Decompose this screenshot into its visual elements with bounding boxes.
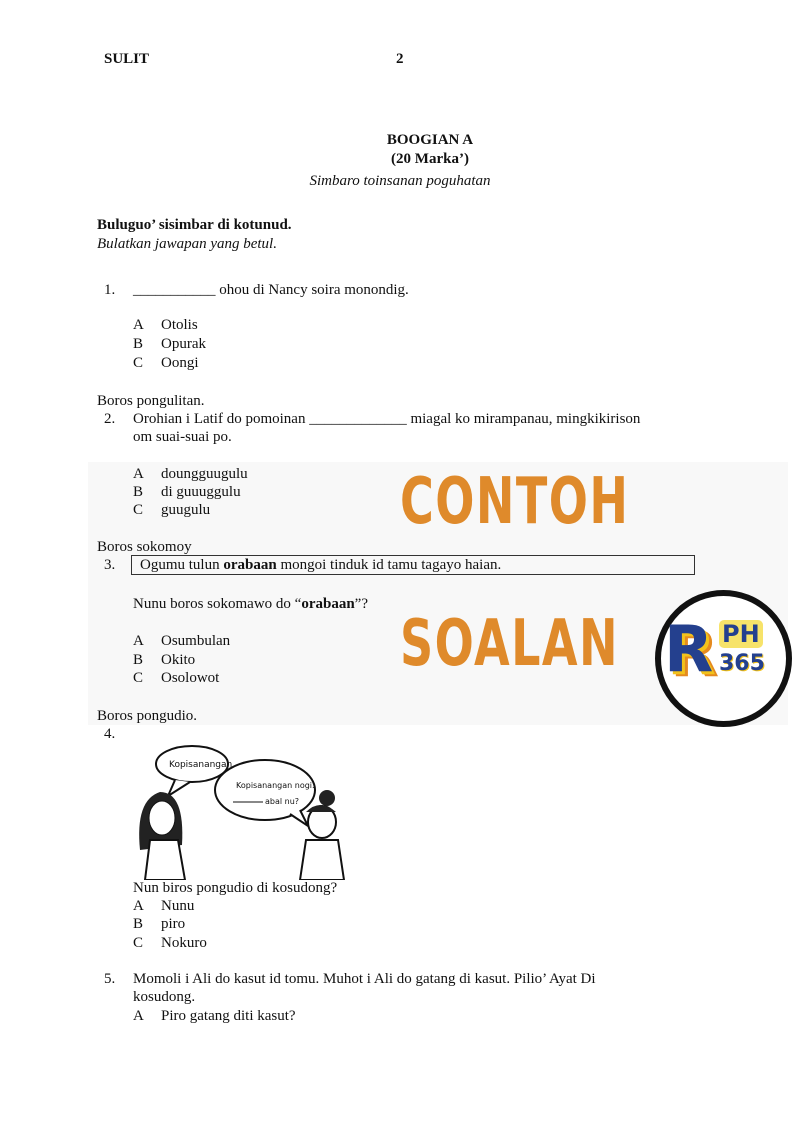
- watermark-text-line2: SOALAN: [400, 607, 620, 681]
- option-letter: A: [133, 1008, 144, 1024]
- option-text: doungguugulu: [161, 466, 248, 482]
- speech-bubble-2-line2: abal nu?: [265, 797, 300, 806]
- text: Ogumu tulun: [140, 557, 224, 573]
- question-text: Orohian i Latif do pomoinan _____________ miagal ko mirampanau, mingkikirison: [133, 411, 641, 427]
- option-text: Opurak: [161, 336, 206, 352]
- option-text: Piro gatang diti kasut?: [161, 1008, 296, 1024]
- option-c[interactable]: [133, 669, 219, 687]
- option-letter: C: [133, 502, 144, 518]
- question-number: 1.: [104, 282, 116, 298]
- option-text: Otolis: [161, 317, 198, 333]
- option-c[interactable]: [133, 354, 199, 372]
- dialogue-illustration: [130, 730, 350, 880]
- question-number: 5.: [104, 971, 116, 987]
- option-c[interactable]: [133, 501, 210, 519]
- option-text: guugulu: [161, 502, 211, 518]
- question-prompt: [133, 595, 368, 613]
- page-number: 2: [396, 51, 404, 67]
- question-text-cont: om suai-suai po.: [133, 429, 232, 445]
- question-category: Boros sokomoy: [97, 539, 192, 555]
- option-b[interactable]: [133, 651, 195, 669]
- option-text: Okito: [161, 652, 196, 668]
- bold-word: orabaan: [223, 557, 277, 573]
- option-a[interactable]: [133, 897, 194, 915]
- option-text: Oongi: [161, 355, 199, 371]
- header-sulit: SULIT: [104, 51, 150, 67]
- instruction-translation: Bulatkan jawapan yang betul.: [97, 236, 277, 252]
- option-letter: B: [133, 652, 144, 668]
- text: Nunu boros sokomawo do “: [133, 596, 302, 612]
- option-letter: A: [133, 466, 144, 482]
- section-subtitle: Simbaro toinsanan poguhatan: [309, 173, 491, 189]
- option-text: Nunu: [161, 898, 195, 914]
- speech-bubble-2-line1: Kopisanangan nogi.: [236, 781, 315, 790]
- option-a[interactable]: [133, 632, 230, 650]
- section-marks: (20 Marka’): [391, 151, 469, 167]
- option-b[interactable]: [133, 483, 241, 501]
- question-text: Momoli i Ali do kasut id tomu. Muhot i Ali do gatang di kasut. Pilio’ Ayat Di: [133, 971, 596, 987]
- question-category: Boros pongulitan.: [97, 393, 205, 409]
- option-c[interactable]: [133, 934, 207, 952]
- option-a[interactable]: [133, 316, 198, 334]
- question-text-cont: kosudong.: [133, 989, 196, 1005]
- question-number: 2.: [104, 411, 116, 427]
- watermark-logo-ph: PH: [719, 620, 763, 648]
- option-b[interactable]: [133, 335, 206, 353]
- option-letter: C: [133, 355, 144, 371]
- option-text: di guuuggulu: [161, 484, 241, 500]
- question-text: Nun biros pongudio di kosudong?: [133, 880, 338, 896]
- text: mongoi tinduk id tamu tagayo haian.: [276, 557, 502, 573]
- option-letter: B: [133, 916, 144, 932]
- watermark-logo-365: 365: [719, 651, 765, 676]
- option-text: Nokuro: [161, 935, 207, 951]
- option-a[interactable]: [133, 1007, 296, 1025]
- option-a[interactable]: [133, 465, 248, 483]
- text: ”?: [354, 596, 368, 612]
- option-letter: B: [133, 336, 144, 352]
- boxed-sentence-text: [140, 556, 501, 574]
- speech-bubble-1: Kopisanangan.: [169, 760, 236, 770]
- option-b[interactable]: [133, 915, 185, 933]
- option-text: Osumbulan: [161, 633, 231, 649]
- question-category: Boros pongudio.: [97, 708, 198, 724]
- question-number: 4.: [104, 726, 116, 742]
- section-title: BOOGIAN A: [386, 132, 474, 148]
- option-letter: C: [133, 935, 144, 951]
- bold-word: orabaan: [301, 596, 355, 612]
- question-text: ___________ ohou di Nancy soira monondig.: [133, 282, 409, 298]
- option-letter: A: [133, 898, 144, 914]
- option-letter: A: [133, 633, 144, 649]
- watermark-logo-r: R: [664, 613, 714, 687]
- option-letter: B: [133, 484, 144, 500]
- watermark-text-line1: CONTOH: [400, 465, 630, 539]
- question-number: 3.: [104, 557, 116, 573]
- option-text: piro: [161, 916, 186, 932]
- option-letter: A: [133, 317, 144, 333]
- option-letter: C: [133, 670, 144, 686]
- option-text: Osolowot: [161, 670, 220, 686]
- instruction: Buluguo’ sisimbar di kotunud.: [97, 217, 292, 233]
